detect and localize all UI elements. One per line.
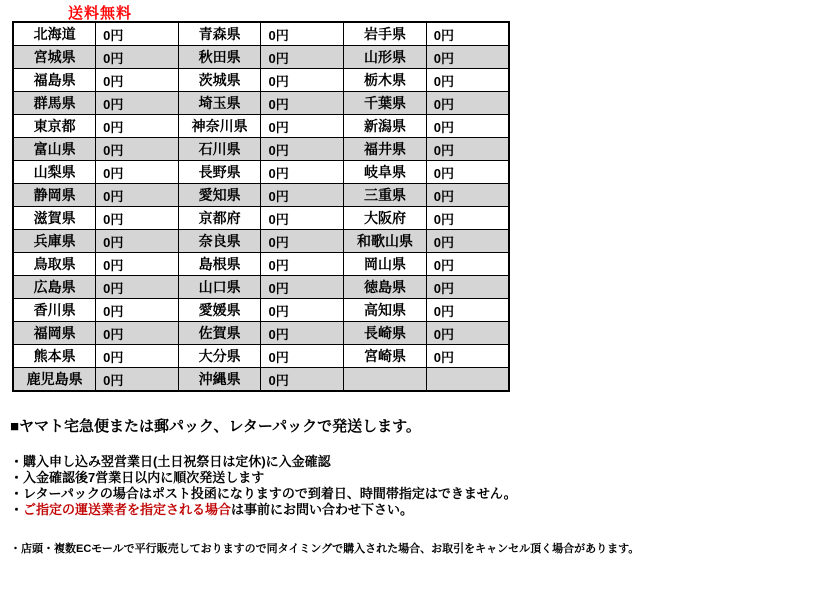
fee-cell: 0円: [96, 368, 179, 392]
table-row: [13, 299, 509, 322]
fee-cell: [426, 368, 509, 392]
prefecture-cell: 宮崎県: [344, 345, 427, 368]
table-row: [13, 276, 509, 299]
shipping-fee-table: [12, 21, 510, 392]
table-row: [13, 46, 509, 69]
prefecture-cell: 徳島県: [344, 276, 427, 299]
prefecture-cell: 山形県: [344, 46, 427, 69]
note-text: 購入申し込み翌営業日(土日祝祭日は定休)に入金確認: [23, 454, 331, 469]
fee-cell: 0円: [426, 46, 509, 69]
fee-cell: 0円: [96, 322, 179, 345]
prefecture-cell: 京都府: [178, 207, 261, 230]
prefecture-cell: 高知県: [344, 299, 427, 322]
prefecture-cell: 佐賀県: [178, 322, 261, 345]
free-shipping-label: 送料無料: [68, 5, 133, 22]
fee-cell: 0円: [96, 276, 179, 299]
fee-cell: 0円: [426, 322, 509, 345]
note-text: レターパックの場合はポスト投函になりますので到着日、時間帯指定はできません。: [23, 486, 517, 501]
prefecture-cell: 鹿児島県: [13, 368, 96, 392]
note-highlight-red: ご指定の運送業者を指定される場合: [23, 502, 232, 517]
fee-cell: 0円: [96, 161, 179, 184]
fee-cell: 0円: [96, 22, 179, 46]
fee-cell: 0円: [261, 138, 344, 161]
table-row: [13, 345, 509, 368]
table-row: [13, 138, 509, 161]
fee-cell: 0円: [261, 207, 344, 230]
table-row: [13, 253, 509, 276]
fee-cell: 0円: [96, 345, 179, 368]
prefecture-cell: 鳥取県: [13, 253, 96, 276]
fee-cell: 0円: [96, 115, 179, 138]
fee-cell: 0円: [426, 161, 509, 184]
notes-list: [10, 454, 517, 518]
prefecture-cell: 秋田県: [178, 46, 261, 69]
note-bullet: ・: [10, 502, 24, 517]
note-bullet: ・: [10, 470, 24, 485]
table-row: [13, 92, 509, 115]
fee-cell: 0円: [426, 138, 509, 161]
prefecture-cell: 大阪府: [344, 207, 427, 230]
fee-cell: 0円: [426, 115, 509, 138]
table-row: [13, 69, 509, 92]
table-row: [13, 207, 509, 230]
prefecture-cell: 千葉県: [344, 92, 427, 115]
table-row: [13, 115, 509, 138]
prefecture-cell: 神奈川県: [178, 115, 261, 138]
fee-cell: 0円: [96, 92, 179, 115]
prefecture-cell: 熊本県: [13, 345, 96, 368]
shipping-method-note: ■ヤマト宅急便または郵パック、レターパックで発送します。: [10, 418, 421, 435]
prefecture-cell: 青森県: [178, 22, 261, 46]
fee-cell: 0円: [261, 46, 344, 69]
prefecture-cell: 大分県: [178, 345, 261, 368]
prefecture-cell: 福井県: [344, 138, 427, 161]
table-row: [13, 368, 509, 392]
prefecture-cell: 島根県: [178, 253, 261, 276]
prefecture-cell: 山口県: [178, 276, 261, 299]
fee-cell: 0円: [96, 138, 179, 161]
prefecture-cell: 群馬県: [13, 92, 96, 115]
fee-cell: 0円: [426, 230, 509, 253]
fee-cell: 0円: [426, 184, 509, 207]
fee-cell: 0円: [96, 69, 179, 92]
fee-cell: 0円: [426, 345, 509, 368]
prefecture-cell: 和歌山県: [344, 230, 427, 253]
fee-cell: 0円: [261, 161, 344, 184]
fee-cell: 0円: [261, 230, 344, 253]
fee-cell: 0円: [261, 322, 344, 345]
prefecture-cell: 埼玉県: [178, 92, 261, 115]
prefecture-cell: 岐阜県: [344, 161, 427, 184]
note-item: [10, 502, 517, 518]
fee-cell: 0円: [261, 69, 344, 92]
prefecture-cell: 岩手県: [344, 22, 427, 46]
shipping-table-body: [13, 22, 509, 391]
prefecture-cell: 愛媛県: [178, 299, 261, 322]
prefecture-cell: 北海道: [13, 22, 96, 46]
prefecture-cell: 岡山県: [344, 253, 427, 276]
prefecture-cell: 奈良県: [178, 230, 261, 253]
note-bullet: ・: [10, 486, 24, 501]
fee-cell: 0円: [261, 345, 344, 368]
prefecture-cell: 長崎県: [344, 322, 427, 345]
prefecture-cell: 茨城県: [178, 69, 261, 92]
prefecture-cell: 香川県: [13, 299, 96, 322]
fine-print-note: ・店頭・複数ECモールで平行販売しておりますので同タイミングで購入された場合、お取引をキャンセル頂く場合があります。: [10, 543, 640, 555]
fee-cell: 0円: [261, 299, 344, 322]
prefecture-cell: 栃木県: [344, 69, 427, 92]
table-row: [13, 22, 509, 46]
note-text: 入金確認後7営業日以内に順次発送します: [23, 470, 265, 485]
note-item: [10, 454, 517, 470]
fee-cell: 0円: [261, 276, 344, 299]
fee-cell: 0円: [96, 253, 179, 276]
fee-cell: 0円: [96, 46, 179, 69]
fee-cell: 0円: [261, 92, 344, 115]
fee-cell: 0円: [261, 22, 344, 46]
prefecture-cell: 滋賀県: [13, 207, 96, 230]
fee-cell: 0円: [261, 368, 344, 392]
prefecture-cell: 新潟県: [344, 115, 427, 138]
fee-cell: 0円: [96, 184, 179, 207]
prefecture-cell: 愛知県: [178, 184, 261, 207]
note-item: [10, 486, 517, 502]
fee-cell: 0円: [426, 253, 509, 276]
table-row: [13, 230, 509, 253]
prefecture-cell: 広島県: [13, 276, 96, 299]
prefecture-cell: 福島県: [13, 69, 96, 92]
fee-cell: 0円: [426, 92, 509, 115]
fee-cell: 0円: [426, 299, 509, 322]
prefecture-cell: 沖縄県: [178, 368, 261, 392]
fee-cell: 0円: [96, 230, 179, 253]
prefecture-cell: 三重県: [344, 184, 427, 207]
fee-cell: 0円: [426, 207, 509, 230]
prefecture-cell: 山梨県: [13, 161, 96, 184]
fee-cell: 0円: [426, 22, 509, 46]
prefecture-cell: 富山県: [13, 138, 96, 161]
fee-cell: 0円: [261, 115, 344, 138]
prefecture-cell: 長野県: [178, 161, 261, 184]
prefecture-cell: 静岡県: [13, 184, 96, 207]
prefecture-cell: 兵庫県: [13, 230, 96, 253]
fee-cell: 0円: [96, 207, 179, 230]
prefecture-cell: 東京都: [13, 115, 96, 138]
prefecture-cell: 福岡県: [13, 322, 96, 345]
table-row: [13, 184, 509, 207]
prefecture-cell: 石川県: [178, 138, 261, 161]
note-bullet: ・: [10, 454, 24, 469]
prefecture-cell: [344, 368, 427, 392]
table-row: [13, 161, 509, 184]
note-item: [10, 470, 517, 486]
table-row: [13, 322, 509, 345]
fee-cell: 0円: [261, 253, 344, 276]
fee-cell: 0円: [426, 69, 509, 92]
fee-cell: 0円: [261, 184, 344, 207]
fee-cell: 0円: [96, 299, 179, 322]
prefecture-cell: 宮城県: [13, 46, 96, 69]
note-text: は事前にお問い合わせ下さい。: [231, 502, 414, 517]
fee-cell: 0円: [426, 276, 509, 299]
